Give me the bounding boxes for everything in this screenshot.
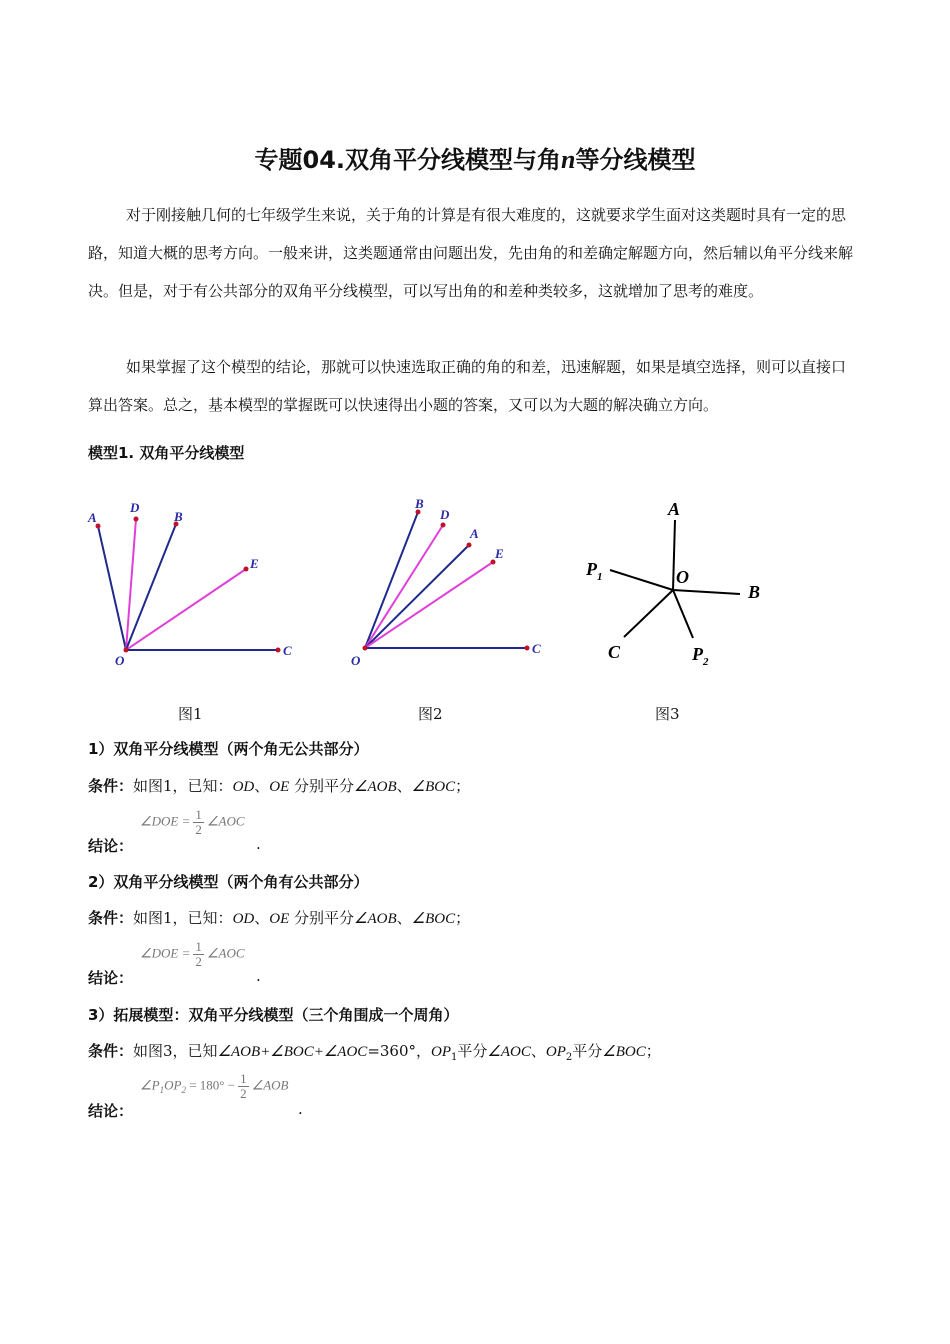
ray-OE (365, 562, 493, 648)
intro-paragraph-2: 如果掌握了这个模型的结论，那就可以快速选取正确的角的和差，迅速解题，如果是填空选择，则可以直接口算出答案。总之，基本模型的掌握既可以快速得出小题的答案，又可以为大题的解决确立方向。 (88, 358, 847, 414)
caption-figure-2: 图2 (418, 705, 443, 723)
label-E: E (495, 546, 504, 561)
label-O: O (351, 653, 361, 668)
label-B: B (415, 496, 424, 511)
label-D: D (130, 500, 140, 515)
point-O (363, 646, 368, 651)
page-title: 专题04.双角平分线模型与角n等分线模型 (254, 145, 696, 174)
ray-OP1 (610, 570, 673, 590)
figure-2 (345, 490, 555, 670)
label-O: O (676, 567, 689, 587)
section-2-period: . (256, 967, 261, 985)
intro-paragraph-1: 对于刚接触几何的七年级学生来说，关于角的计算是有很大难度的，这就要求学生面对这类题时具有一定的思路，知道大概的思考方向。一般来讲，这类题通常由问题出发，先由角的和差确定解题方向，然后辅以角平分线来解决。但是，对于有公共部分的双角平分线模型，可以写出角的和差种类较多，这就增加了思考的难度。 (88, 206, 854, 300)
section-1-condition: 条件：如图1，已知：OD、OE 分别平分∠AOB、∠BOC； (88, 777, 471, 795)
section-3-condition: 条件：如图3，已知∠AOB+∠BOC+∠AOC=360°，$OP_1$平分∠AOC、$OP_2$平分∠BOC； (88, 1042, 661, 1063)
label-B: B (174, 509, 183, 524)
section-3-heading: 3）拓展模型：双角平分线模型（三个角围成一个周角） (88, 1006, 459, 1024)
section-1-conclusion-label: 结论： (88, 837, 134, 855)
ray-OE (126, 569, 246, 650)
label-B: B (748, 582, 761, 602)
ray-OP2 (673, 590, 693, 638)
section-1-period: . (256, 835, 261, 853)
label-E: E (250, 556, 259, 571)
point-D (134, 517, 139, 522)
point-E (244, 567, 249, 572)
label-A: A (668, 499, 681, 519)
ray-OA (365, 545, 469, 648)
ray-OA (673, 520, 675, 590)
figure-3 (580, 495, 780, 675)
section-1-heading: 1）双角平分线模型（两个角无公共部分） (88, 740, 369, 758)
section-2-formula: ∠DOE = $\frac{1}{2}$ ∠AOC (140, 939, 245, 969)
section-3-period: . (298, 1100, 303, 1118)
figure-1 (80, 495, 310, 675)
point-C (276, 648, 281, 653)
label-O: O (115, 653, 125, 668)
section-1-formula: ∠DOE = $\frac{1}{2}$ ∠AOC (140, 807, 245, 837)
label-P2: $P_2$ (692, 644, 709, 668)
ray-OD (365, 525, 443, 648)
section-2-condition: 条件：如图1，已知：OD、OE 分别平分∠AOB、∠BOC； (88, 909, 471, 927)
caption-figure-3: 图3 (655, 705, 680, 723)
point-C (525, 646, 530, 651)
label-D: D (440, 507, 450, 522)
section-2-conclusion-label: 结论： (88, 969, 134, 987)
point-D (441, 523, 446, 528)
ray-OB (673, 590, 740, 594)
label-C: C (532, 641, 541, 656)
section-2-heading: 2）双角平分线模型（两个角有公共部分） (88, 873, 369, 891)
ray-OB (365, 512, 418, 648)
ray-OC (624, 590, 673, 637)
label-A: A (88, 510, 97, 525)
ray-OA (98, 526, 126, 650)
section-3-conclusion-label: 结论： (88, 1102, 134, 1120)
label-C: C (283, 643, 292, 658)
label-C: C (608, 642, 621, 662)
point-A (467, 543, 472, 548)
caption-figure-1: 图1 (178, 705, 203, 723)
label-P1: $P_1$ (586, 559, 603, 583)
label-A: A (470, 526, 479, 541)
model-heading: 模型1. 双角平分线模型 (88, 444, 245, 462)
point-O (124, 648, 129, 653)
section-3-formula: $\angle P_1OP_2 = 180^\circ$ − $\frac{1}{2}$ ∠AOB (140, 1071, 289, 1101)
